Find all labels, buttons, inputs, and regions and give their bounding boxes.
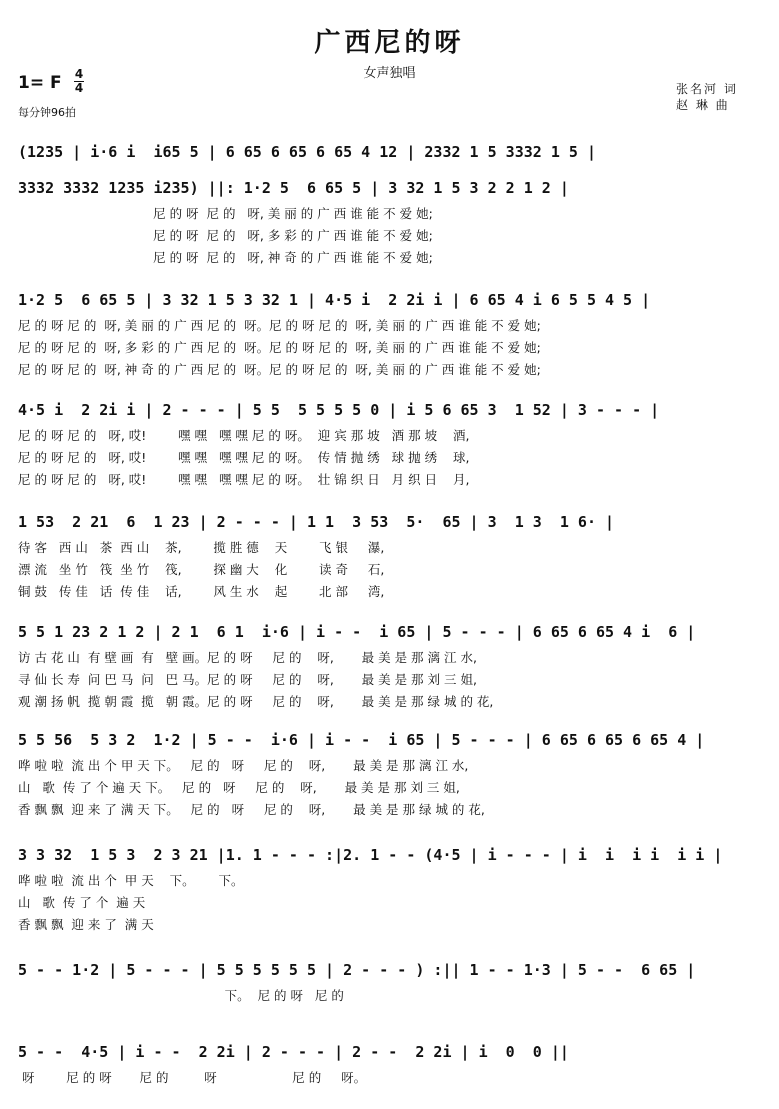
time-bottom: 4	[74, 81, 84, 95]
lyric-line: 尼 的 呀 尼 的 呀, 哎! 嘿 嘿 嘿 嘿 尼 的 呀。 迎 宾 那 坡 酒 那 坡 酒,	[18, 428, 470, 443]
lyric-line: 尼 的 呀 尼 的 呀, 神 奇 的 广 西 谁 能 不 爱 她;	[18, 250, 433, 265]
lyric-line: 呀 尼 的 呀 尼 的 呀 尼 的 呀。	[18, 1070, 367, 1085]
lyric-line: 香 飘 飘 迎 来 了 满 天	[18, 917, 154, 932]
composer-credit: 赵 琳 曲	[676, 98, 730, 112]
lyric-line: 尼 的 呀 尼 的 呀, 多 彩 的 广 西 尼 的 呀。尼 的 呀 尼 的 呀, 美 丽 的 广 西 谁 能 不 爱 她;	[18, 340, 541, 355]
lyric-line: 观 潮 扬 帆 揽 朝 霞 揽 朝 霞。尼 的 呀 尼 的 呀, 最 美 是 那 绿 城 的 花,	[18, 694, 494, 709]
lyric-line: 尼 的 呀 尼 的 呀, 神 奇 的 广 西 尼 的 呀。尼 的 呀 尼 的 呀, 美 丽 的 广 西 谁 能 不 爱 她;	[18, 362, 541, 377]
lyric-line: 尼 的 呀 尼 的 呀, 哎! 嘿 嘿 嘿 嘿 尼 的 呀。 传 情 抛 绣 球 抛 绣 球,	[18, 450, 470, 465]
lyric-line: 哗 啦 啦 流 出 个 甲 天 下。 下。	[18, 873, 244, 888]
lyricist-credit: 张名河 词	[676, 82, 738, 96]
lyric-line: 待 客 西 山 茶 西 山 茶, 揽 胜 德 天 飞 银 瀑,	[18, 540, 385, 555]
notation-line: 3 3 32 1 5 3 2 3 21 |1. 1 - - - :|2. 1 - - (4·5 | i - - - | i i i i i i |	[18, 846, 723, 864]
lyric-line: 尼 的 呀 尼 的 呀, 美 丽 的 广 西 谁 能 不 爱 她;	[18, 206, 433, 221]
lyric-line: 香 飘 飘 迎 来 了 满 天 下。 尼 的 呀 尼 的 呀, 最 美 是 那 绿 城 的 花,	[18, 802, 485, 817]
notation-line: 4·5 i 2 2i i | 2 - - - | 5 5 5 5 5 5 0 | i 5 6 65 3 1 52 | 3 - - - |	[18, 401, 660, 419]
time-signature	[74, 68, 84, 95]
lyric-line: 尼 的 呀 尼 的 呀, 哎! 嘿 嘿 嘿 嘿 尼 的 呀。 壮 锦 织 日 月 织 日 月,	[18, 472, 470, 487]
time-top: 4	[74, 67, 84, 81]
lyric-line: 铜 鼓 传 佳 话 传 佳 话, 风 生 水 起 北 部 湾,	[18, 584, 385, 599]
key-signature: 1= F	[18, 73, 62, 93]
lyric-line: 寻 仙 长 寿 问 巴 马 问 巴 马。尼 的 呀 尼 的 呀, 最 美 是 那 刘 三 姐,	[18, 672, 477, 687]
notation-line: (1235 | i·6 i i65 5 | 6 65 6 65 6 65 4 12 | 2332 1 5 3332 1 5 |	[18, 143, 596, 161]
lyric-line: 访 古 花 山 有 壁 画 有 壁 画。尼 的 呀 尼 的 呀, 最 美 是 那 漓 江 水,	[18, 650, 477, 665]
lyric-line: 尼 的 呀 尼 的 呀, 美 丽 的 广 西 尼 的 呀。尼 的 呀 尼 的 呀, 美 丽 的 广 西 谁 能 不 爱 她;	[18, 318, 541, 333]
lyric-line: 下。 尼 的 呀 尼 的	[18, 988, 344, 1003]
lyric-line: 山 歌 传 了 个 遍 天	[18, 895, 146, 910]
notation-line: 5 5 56 5 3 2 1·2 | 5 - - i·6 | i - - i 65 | 5 - - - | 6 65 6 65 6 65 4 |	[18, 731, 705, 749]
notation-line: 5 - - 4·5 | i - - 2 2i | 2 - - - | 2 - - 2 2i | i 0 0 ||	[18, 1043, 569, 1061]
notation-line: 5 5 1 23 2 1 2 | 2 1 6 1 i·6 | i - - i 65 | 5 - - - | 6 65 6 65 4 i 6 |	[18, 623, 696, 641]
lyric-line: 尼 的 呀 尼 的 呀, 多 彩 的 广 西 谁 能 不 爱 她;	[18, 228, 433, 243]
lyric-line: 哗 啦 啦 流 出 个 甲 天 下。 尼 的 呀 尼 的 呀, 最 美 是 那 漓 江 水,	[18, 758, 469, 773]
lyric-line: 山 歌 传 了 个 遍 天 下。 尼 的 呀 尼 的 呀, 最 美 是 那 刘 三 姐,	[18, 780, 460, 795]
notation-line: 1 53 2 21 6 1 23 | 2 - - - | 1 1 3 53 5· 65 | 3 1 3 1 6· |	[18, 513, 615, 531]
notation-line: 1·2 5 6 65 5 | 3 32 1 5 3 32 1 | 4·5 i 2 2i i | 6 65 4 i 6 5 5 4 5 |	[18, 291, 651, 309]
notation-line: 3332 3332 1235 i235) ||: 1·2 5 6 65 5 | 3 32 1 5 3 2 2 1 2 |	[18, 179, 569, 197]
lyric-line: 漂 流 坐 竹 筏 坐 竹 筏, 探 幽 大 化 读 奇 石,	[18, 562, 385, 577]
notation-line: 5 - - 1·2 | 5 - - - | 5 5 5 5 5 5 | 2 - - - ) :|| 1 - - 1·3 | 5 - - 6 65 |	[18, 961, 696, 979]
song-subtitle: 女声独唱	[363, 66, 416, 81]
tempo-marking: 每分钟96拍	[18, 106, 76, 119]
song-title: 广西尼的呀	[314, 28, 465, 58]
